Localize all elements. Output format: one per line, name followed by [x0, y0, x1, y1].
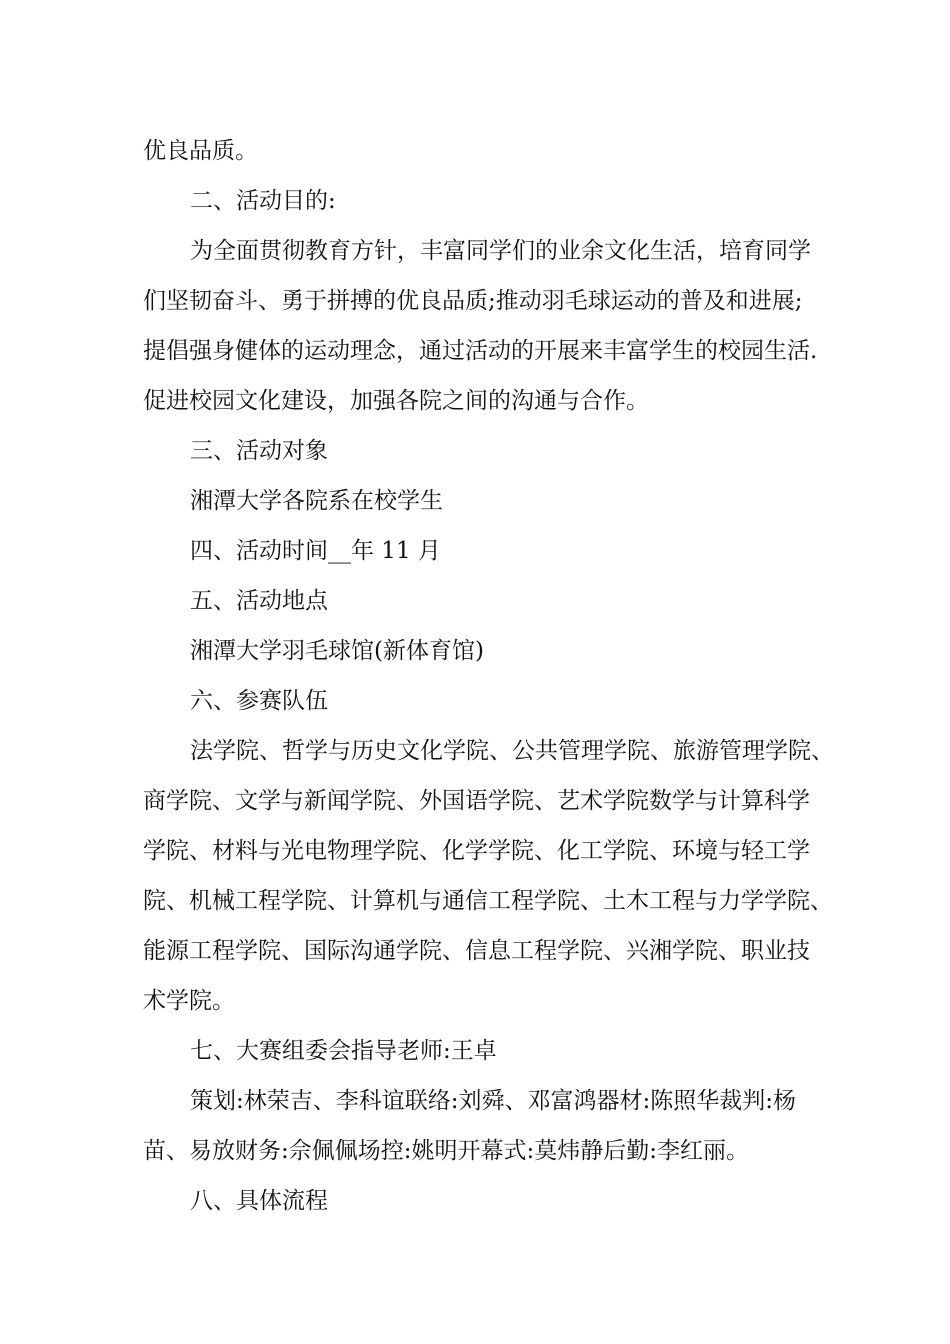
section-heading-purpose: 二、活动目的:	[190, 188, 336, 214]
section-heading-committee: 七、大赛组委会指导老师:王卓	[190, 1038, 497, 1064]
section-heading-location: 五、活动地点	[190, 588, 328, 614]
paragraph-line: 院、机械工程学院、计算机与通信工程学院、土木工程与力学学院、	[143, 888, 833, 914]
section-heading-time: 四、活动时间__年 11 月	[190, 538, 441, 564]
paragraph-line: 商学院、文学与新闻学院、外国语学院、艺术学院数学与计算科学	[143, 788, 810, 814]
paragraph-line: 促进校园文化建设，加强各院之间的沟通与合作。	[143, 388, 649, 414]
paragraph-line: 湘潭大学羽毛球馆(新体育馆)	[190, 638, 484, 664]
section-heading-teams: 六、参赛队伍	[190, 688, 328, 714]
section-heading-process: 八、具体流程	[190, 1188, 328, 1214]
paragraph-line: 法学院、哲学与历史文化学院、公共管理学院、旅游管理学院、	[190, 738, 834, 764]
paragraph-line: 湘潭大学各院系在校学生	[190, 488, 443, 514]
paragraph-line: 策划:林荣吉、李科谊联络:刘舜、邓富鸿器材:陈照华裁判:杨	[190, 1088, 796, 1114]
section-heading-target: 三、活动对象	[190, 438, 328, 464]
paragraph-line: 们坚韧奋斗、勇于拼搏的优良品质;推动羽毛球运动的普及和进展;	[143, 288, 803, 314]
paragraph-line: 术学院。	[143, 988, 235, 1014]
paragraph-line: 能源工程学院、国际沟通学院、信息工程学院、兴湘学院、职业技	[143, 938, 810, 964]
paragraph-line: 苗、易放财务:佘佩佩场控:姚明开幕式:莫炜静后勤:李红丽。	[143, 1138, 749, 1164]
paragraph-line: 提倡强身健体的运动理念，通过活动的开展来丰富学生的校园生活.	[143, 338, 818, 364]
paragraph-line: 学院、材料与光电物理学院、化学学院、化工学院、环境与轻工学	[143, 838, 810, 864]
paragraph-line: 优良品质。	[143, 138, 258, 164]
paragraph-line: 为全面贯彻教育方针，丰富同学们的业余文化生活，培育同学	[190, 238, 811, 264]
